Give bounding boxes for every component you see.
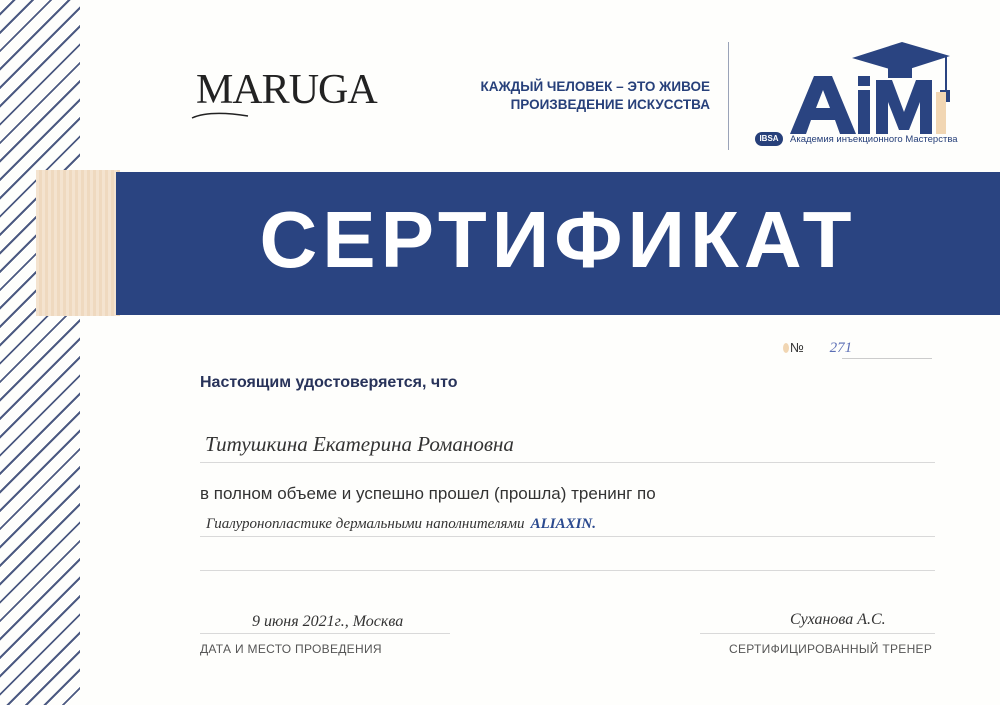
date-underline	[200, 633, 450, 634]
course-title	[206, 516, 596, 533]
maruga-logo	[196, 66, 377, 114]
certify-statement: Настоящим удостоверяется, что	[200, 374, 458, 391]
course-brand: ALIAXIN.	[530, 516, 596, 532]
header-divider	[728, 42, 729, 150]
course-underline	[200, 536, 935, 537]
number-value: 271	[829, 340, 853, 356]
date-place: 9 июня 2021г., Москва	[252, 613, 404, 630]
number-underline	[842, 358, 932, 359]
course-name: Гиалуронопластике дермальными наполнителями	[206, 516, 525, 532]
recipient-name: Титушкина Екатерина Романовна	[205, 432, 514, 456]
maruga-swoosh-icon	[190, 108, 250, 122]
title-banner	[116, 172, 1000, 315]
certificate-number	[790, 340, 852, 357]
ibsa-badge: IBSA	[755, 132, 783, 146]
certificate-title: СЕРТИФИКАТ	[259, 195, 857, 284]
slogan-line-2: ПРОИЗВЕДЕНИЕ ИСКУССТВА	[510, 97, 710, 112]
beige-accent-block	[36, 170, 120, 316]
trainer-underline	[700, 633, 935, 634]
date-place-label: ДАТА И МЕСТО ПРОВЕДЕНИЯ	[200, 642, 382, 656]
number-label: №	[790, 340, 804, 355]
diagonal-stripes-decoration	[0, 0, 80, 705]
slogan	[440, 78, 710, 114]
trainer-name: Суханова А.С.	[790, 611, 886, 628]
slogan-line-1: КАЖДЫЙ ЧЕЛОВЕК – ЭТО ЖИВОЕ	[480, 79, 710, 94]
maruga-logo-text: MARUGA	[196, 67, 377, 113]
academy-name: Академия инъекционного Мастерства	[790, 134, 958, 145]
recipient-underline	[200, 462, 935, 463]
training-statement: в полном объеме и успешно прошел (прошла) тренинг по	[200, 484, 656, 503]
course-underline-2	[200, 570, 935, 571]
number-marker-icon	[783, 343, 789, 353]
trainer-label: СЕРТИФИЦИРОВАННЫЙ ТРЕНЕР	[729, 642, 933, 656]
